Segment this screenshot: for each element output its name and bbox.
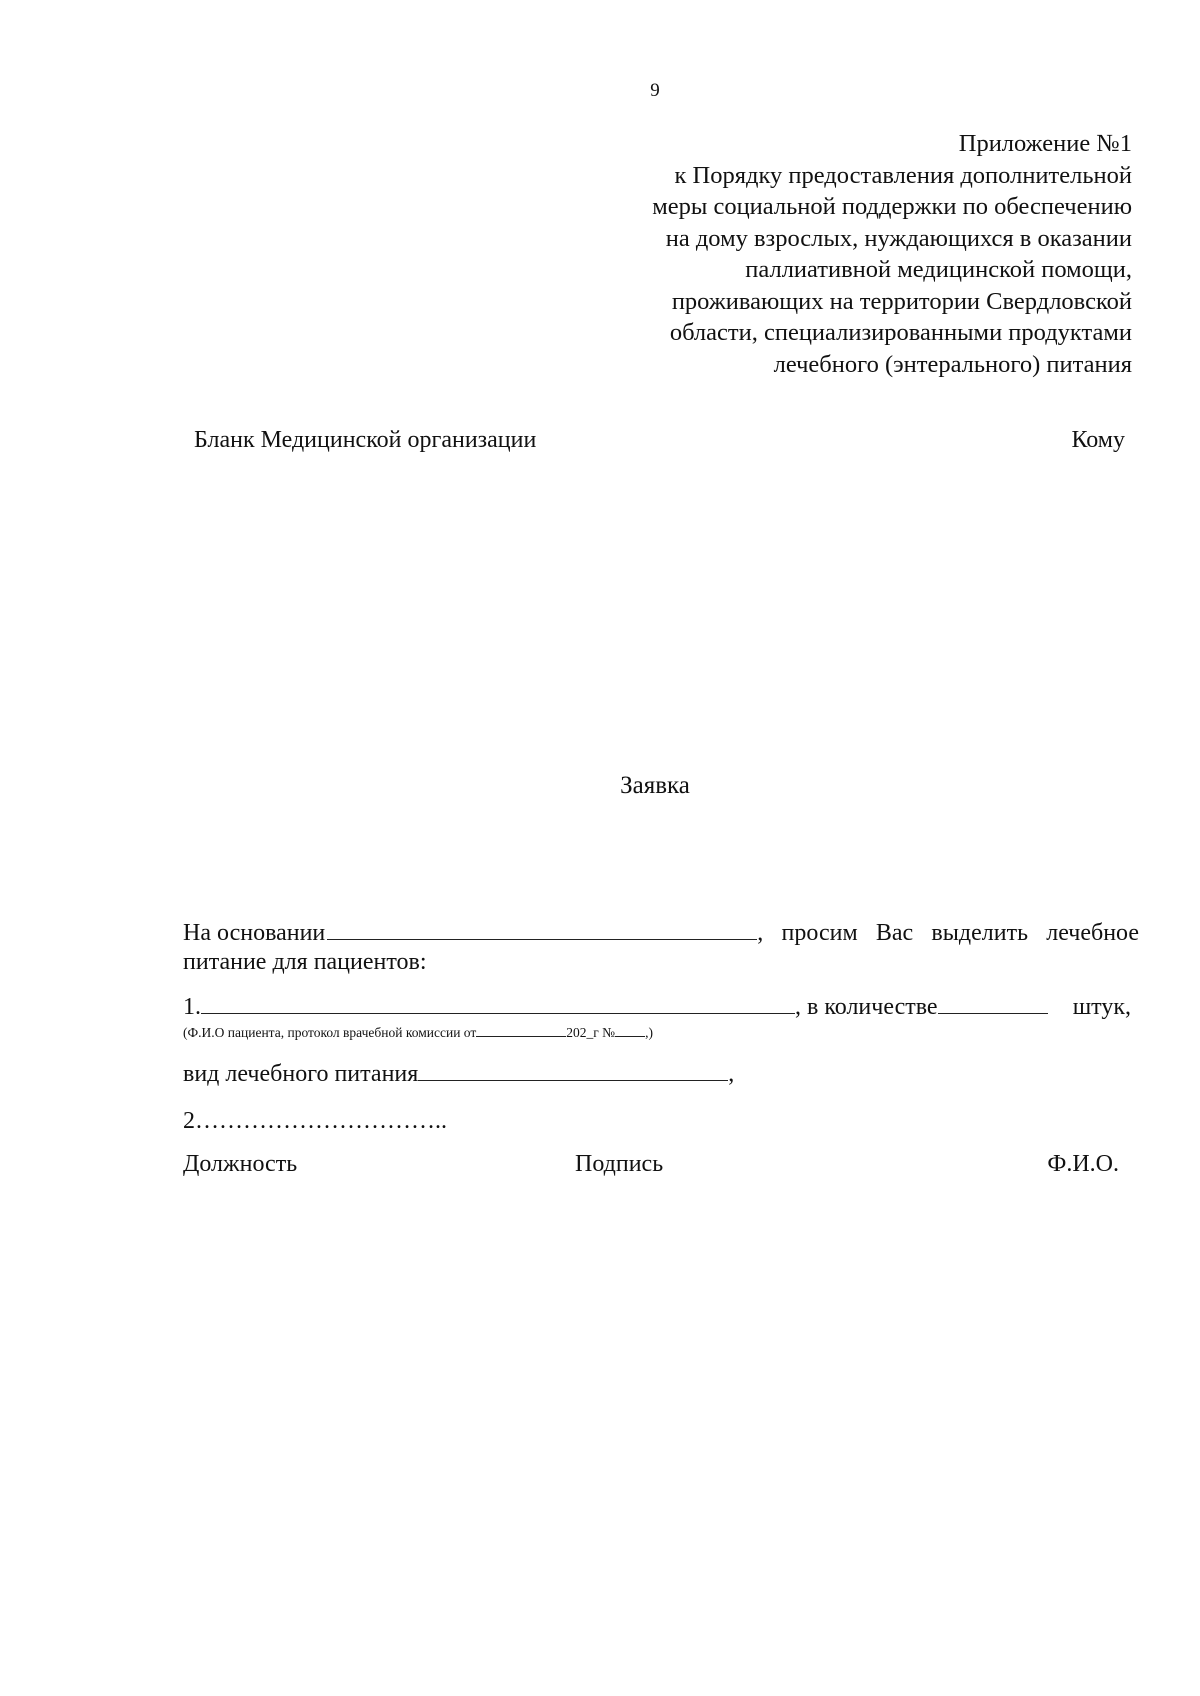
appendix-line: меры социальной поддержки по обеспечению	[652, 193, 1132, 220]
org-blank-label: Бланк Медицинской организации	[194, 427, 537, 453]
appendix-line: проживающих на территории Свердловской	[671, 287, 1132, 315]
basis-line-2: питание для пациентов:	[183, 949, 427, 975]
basis-blank-field[interactable]	[327, 917, 757, 940]
signature-name: Ф.И.О.	[1047, 1151, 1119, 1177]
appendix-line: к Порядку предоставления дополнительной	[674, 161, 1132, 189]
item1-line	[183, 991, 1131, 1021]
appendix-line: Приложение №1	[958, 130, 1132, 157]
food-type-label: вид лечебного питания	[183, 1061, 419, 1087]
food-type-suffix: ,	[728, 1061, 735, 1087]
food-type-blank-field[interactable]	[418, 1058, 728, 1081]
page-number: 9	[650, 80, 660, 101]
basis-line	[183, 917, 1139, 947]
appendix-line: паллиативной медицинской помощи,	[745, 256, 1132, 283]
recipient-label: Кому	[1071, 427, 1125, 453]
document-title: Заявка	[620, 772, 690, 799]
basis-suffix: , просим Вас выделить лечебное	[757, 920, 1139, 946]
item1-hint	[183, 1023, 653, 1041]
item1-hint-year: 202_г №	[566, 1025, 616, 1040]
protocol-date-blank[interactable]	[476, 1023, 566, 1037]
basis-prefix: На основании	[183, 920, 326, 946]
item1-hint-suffix: ,)	[645, 1025, 653, 1040]
food-type-line	[183, 1058, 734, 1088]
appendix-line: области, специализированными продуктами	[669, 319, 1132, 346]
protocol-number-blank[interactable]	[615, 1023, 645, 1037]
appendix-line: на дому взрослых, нуждающихся в оказании	[665, 224, 1132, 252]
signature-sign: Подпись	[575, 1151, 664, 1177]
item1-number: 1.	[183, 994, 201, 1020]
quantity-label: , в количестве	[795, 994, 938, 1020]
quantity-blank-field[interactable]	[938, 991, 1048, 1014]
signature-position: Должность	[183, 1151, 298, 1177]
quantity-unit: штук,	[1072, 994, 1131, 1020]
item2-line: 2…………………………..	[183, 1108, 447, 1134]
appendix-block	[652, 128, 1132, 380]
patient-blank-field[interactable]	[201, 991, 795, 1014]
appendix-line: лечебного (энтерального) питания	[773, 350, 1132, 378]
item1-hint-prefix: (Ф.И.О пациента, протокол врачебной комиссии от	[183, 1025, 477, 1040]
